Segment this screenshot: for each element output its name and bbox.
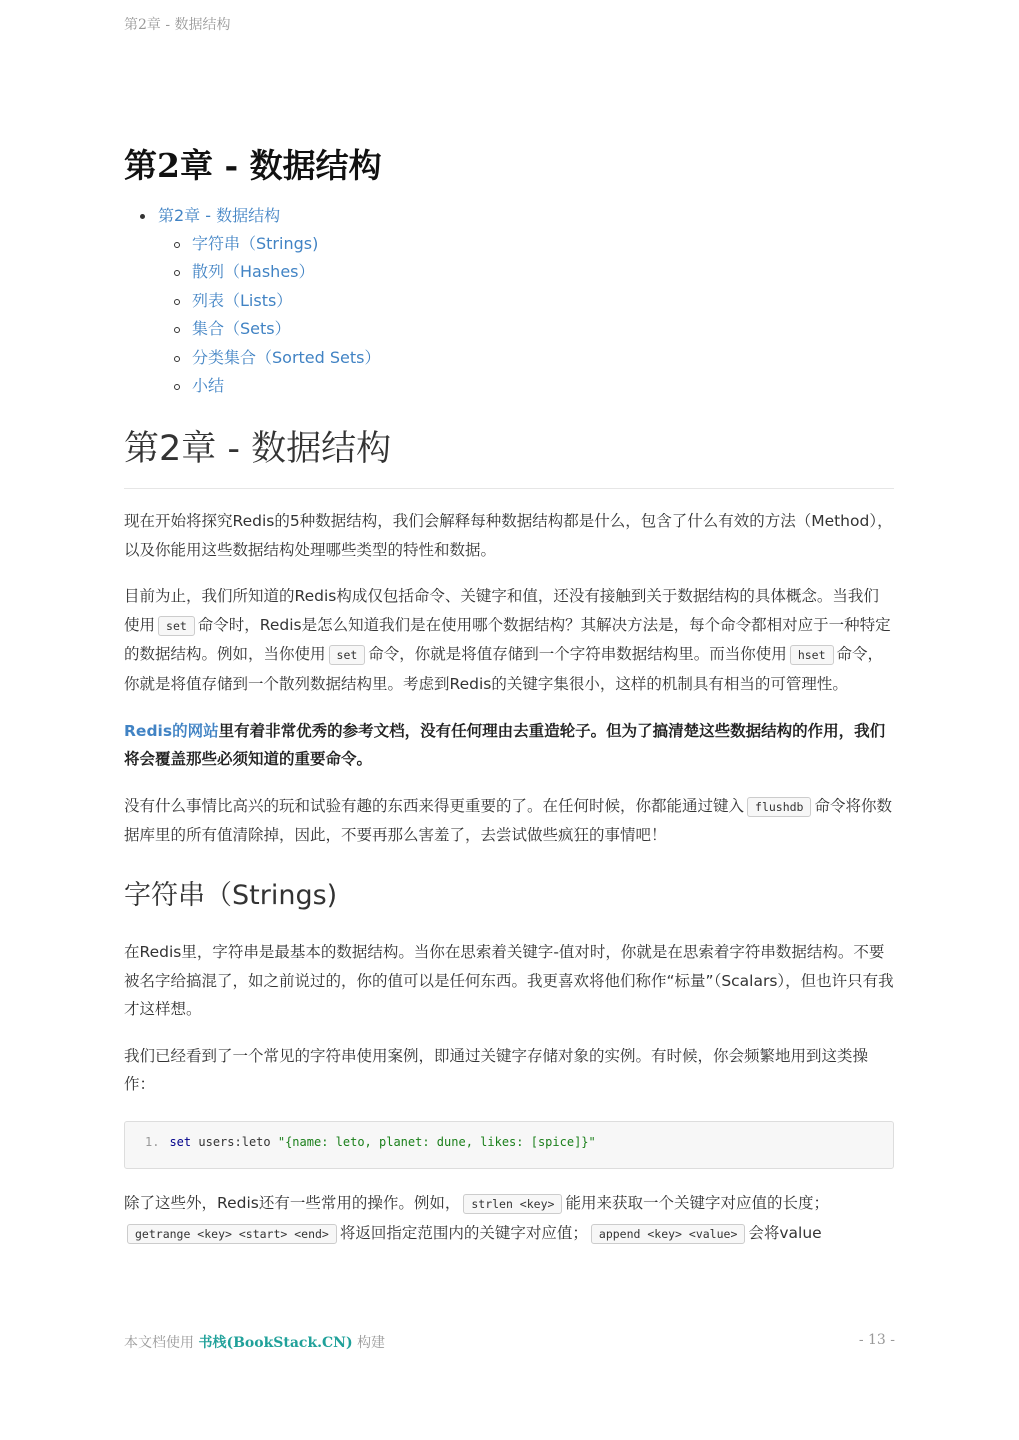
toc-link-sorted-sets[interactable]: 分类集合（Sorted Sets） [192, 347, 381, 367]
chapter-heading: 第2章 - 数据结构 [124, 424, 894, 489]
toc-item [158, 372, 381, 400]
page-number: - 13 - [858, 1332, 895, 1348]
text: 除了这些外，Redis还有一些常用的操作。例如， [124, 1193, 461, 1212]
strings-paragraph: 在Redis里，字符串是最基本的数据结构。当你在思索着关键字-值对时，你就是在思索着字符串数据结构。不要被名字给搞混了，如之前说过的，你的值可以是任何东西。我更喜欢将他们称作“标量”（Scalars），但也许只有我才这样想。 [124, 942, 894, 1019]
toc-item [158, 287, 381, 315]
footer-suffix: 构建 [357, 1335, 386, 1351]
operations-paragraph [124, 1189, 894, 1248]
text: 会将value [748, 1223, 822, 1242]
inline-code-set: set [158, 616, 195, 636]
docs-paragraph [124, 717, 894, 774]
strings-heading: 字符串（Strings) [124, 879, 338, 911]
main-content [124, 424, 894, 1248]
toc-sublist [158, 230, 381, 400]
code-block [124, 1121, 894, 1169]
toc-item [158, 230, 381, 258]
page-footer [124, 1332, 895, 1352]
toc-item [158, 258, 381, 286]
toc-item-chapter [124, 202, 381, 400]
document-title: 第2章 - 数据结构 [124, 146, 382, 185]
inline-code-getrange: getrange <key> <start> <end> [127, 1224, 337, 1244]
text: 里有着非常优秀的参考文档，没有任何理由去重造轮子。但为了搞清楚这些数据结构的作用，我们将会覆盖那些必须知道的重要命令。 [124, 721, 886, 769]
text: 能用来获取一个关键字对应值的长度； [565, 1193, 829, 1212]
inline-code-append: append <key> <value> [591, 1224, 745, 1244]
bookstack-brand: 书栈(BookStack.CN) [198, 1335, 353, 1351]
toc-link-summary[interactable]: 小结 [192, 376, 225, 396]
toc-link-strings[interactable]: 字符串（Strings) [192, 234, 319, 253]
text: 没有什么事情比高兴的玩和试验有趣的东西来得更重要的了。在任何时候，你都能通过键入 [124, 796, 745, 815]
text: 将返回指定范围内的关键字对应值； [339, 1223, 588, 1242]
text: 命令，你就是将值存储到一个散列数据结构里。考虑到Redis的关键字集很小，这样的机制具有相当的可管理性。 [124, 645, 884, 693]
code-string: "{name: leto, planet: dune, likes: [spice]}" [277, 1134, 596, 1149]
redis-website-link[interactable]: Redis的网站 [124, 721, 219, 740]
toc-link-hashes[interactable]: 散列（Hashes） [192, 262, 315, 282]
inline-code-set: set [329, 645, 366, 665]
inline-code-flushdb: flushdb [747, 797, 811, 817]
text: 命令时，Redis是怎么知道我们是在使用哪个数据结构？其解决方法是，每个命令都相对应于一种特定的数据结构。例如，当你使用 [124, 615, 891, 664]
inline-code-strlen: strlen <key> [463, 1194, 562, 1214]
toc-link-sets[interactable]: 集合（Sets） [192, 319, 291, 339]
toc-link-chapter[interactable]: 第2章 - 数据结构 [158, 206, 281, 225]
text: 命令将你数据库里的所有值清除掉，因此，不要再那么害羞了，去尝试做些疯狂的事情吧！ [124, 796, 892, 845]
text: 命令，你就是将值存储到一个字符串数据结构里。而当你使用 [368, 645, 787, 664]
flushdb-paragraph [124, 792, 894, 850]
strings-usage-paragraph: 我们已经看到了一个常见的字符串使用案例，即通过关键字存储对象的实例。有时候，你会频繁地用到这类操作： [124, 1046, 869, 1094]
table-of-contents [124, 202, 381, 400]
intro-paragraph: 现在开始将探究Redis的5种数据结构，我们会解释每种数据结构都是什么，包含了什么有效的方法（Method），以及你能用这些数据结构处理哪些类型的特性和数据。 [124, 512, 893, 559]
code-key: users:leto [198, 1134, 271, 1149]
running-header: 第2章 - 数据结构 [124, 17, 231, 33]
toc-item [158, 315, 381, 343]
line-number: 1. [145, 1134, 160, 1149]
inline-code-hset: hset [790, 645, 834, 665]
toc-item [158, 344, 381, 372]
commands-paragraph [124, 582, 894, 698]
toc-link-lists[interactable]: 列表（Lists） [192, 290, 293, 310]
code-command: set [169, 1134, 192, 1149]
footer-prefix: 本文档使用 [124, 1335, 194, 1351]
text: 目前为止，我们所知道的Redis构成仅包括命令、关键字和值，还没有接触到关于数据结构的具体概念。当我们使用 [124, 587, 879, 634]
